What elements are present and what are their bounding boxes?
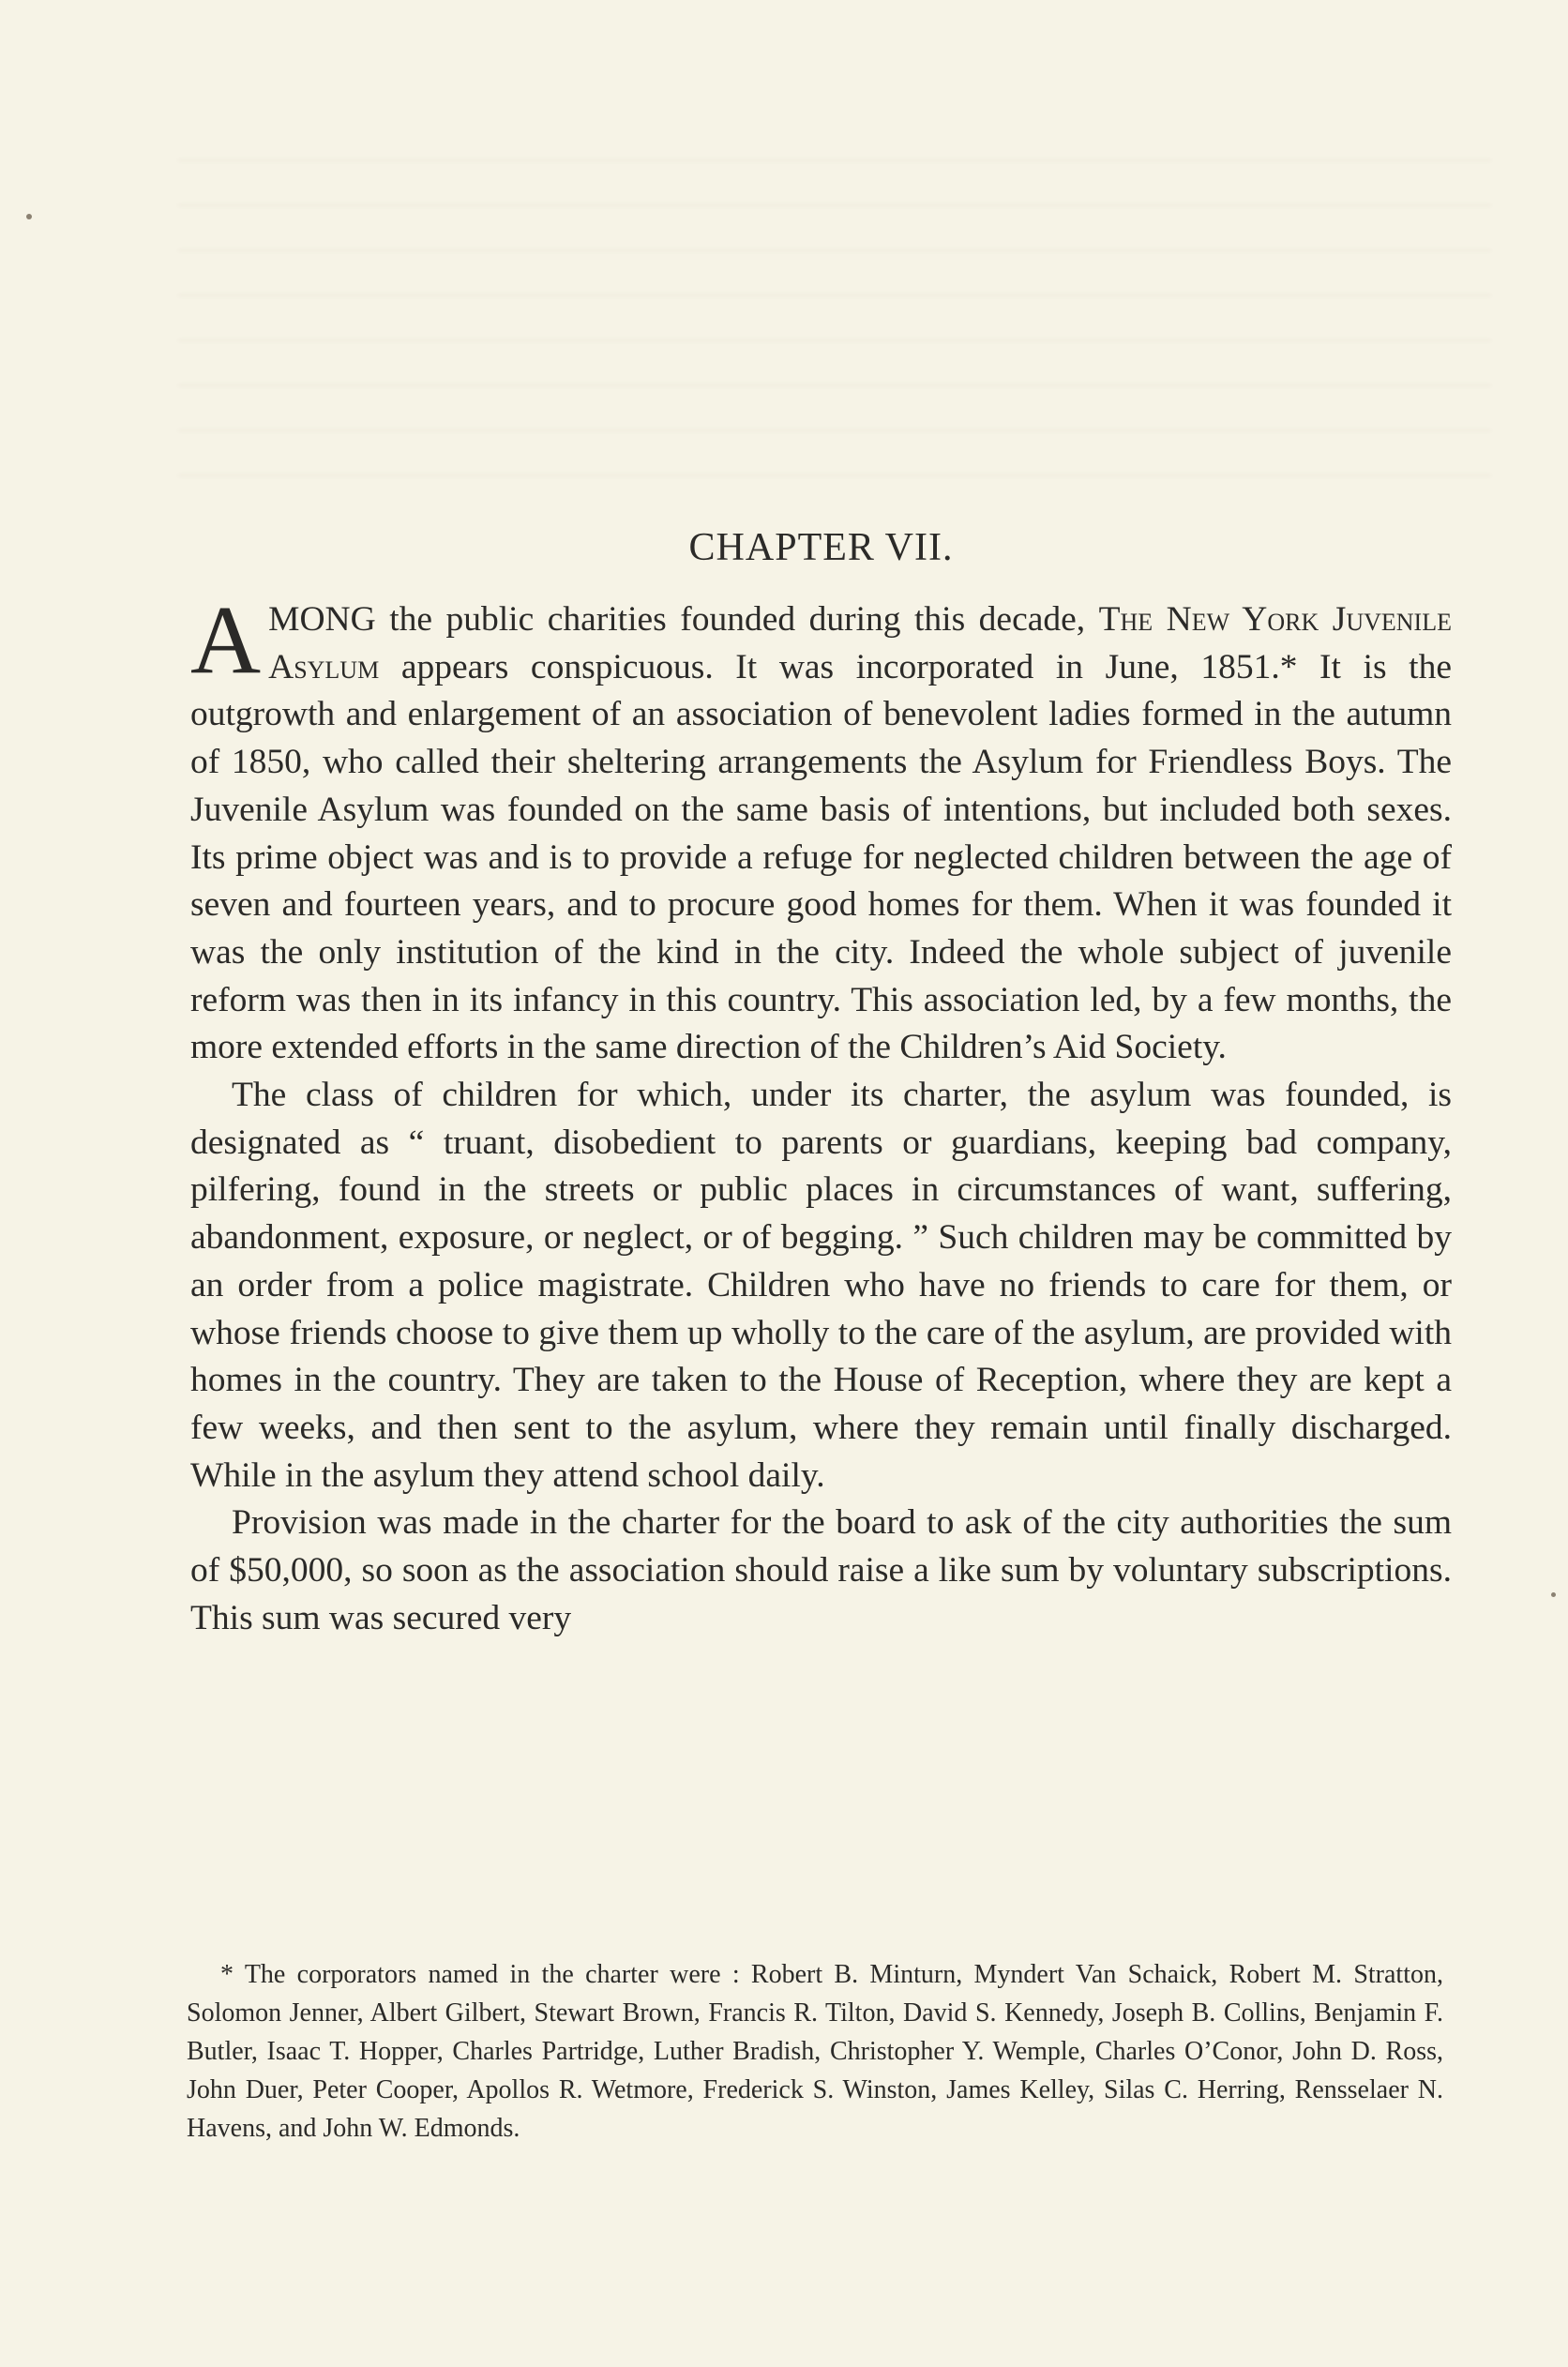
drop-cap: A (190, 586, 262, 694)
paragraph-1-text-b: appears conspicuous. It was incorporated in June, 1851.* It is the outgrowth and enlargement of an association of benevolent ladies formed in the autumn of 1850, who called their sheltering arrangements the Asylum for Friendless Boys. The Juvenile Asylum was founded on the same basis of intentions, but included both sexes. Its prime object was and is to provide a refuge for neglected children between the age of seven and fourteen years, and to procure good homes for them. When it was founded it was the only institution of the kind in the city. Indeed the whole subject of juvenile reform was then in its infancy in this country. This association led, by a few months, the more extended efforts in the same direction of the Children’s Aid Society. (190, 647, 1452, 1067)
paper-speck (1551, 1592, 1556, 1597)
asylum-name: The New York Juvenile Asylum (268, 600, 1452, 686)
paper-speck (26, 214, 32, 219)
paragraph-2: The class of children for which, under its charter, the asylum was founded, is designated as “ truant, disobedient to parents or guardians, keeping bad company, pilfering, found in the streets or public places in circumstances of want, suffering, abandonment, exposure, or neglect, or of begging. ” Such children may be committed by an order from a police magistrate. Children who have no friends to care for them, or whose friends choose to give them up wholly to the care of the asylum, are provided with homes in the country. They are taken to the House of Reception, where they are kept a few weeks, and then sent to the asylum, where they remain until finally discharged. While in the asylum they attend school daily. (190, 1076, 1452, 1495)
paragraph-1-text-a: the public charities founded during this decade, (375, 600, 1099, 639)
chapter-title: CHAPTER VII. (688, 526, 954, 569)
lead-caps: MONG (268, 600, 376, 639)
show-through-bleed (178, 159, 1491, 497)
footnote: * The corporators named in the charter were : Robert B. Minturn, Myndert Van Schaick, Robert M. Stratton, Solomon Jenner, Albert Gilbert, Stewart Brown, Francis R. Tilton, David S. Kennedy, Joseph B. Collins, Benjamin F. Butler, Isaac T. Hopper, Charles Partridge, Luther Bradish, Christopher Y. Wemple, Charles O’Conor, John D. Ross, John Duer, Peter Cooper, Apollos R. Wetmore, Frederick S. Winston, James Kelley, Silas C. Herring, Rensselaer N. Havens, and John W. Edmonds. (187, 1960, 1443, 2143)
paragraph-1 (190, 586, 1452, 1072)
paragraph-3: Provision was made in the charter for the board to ask of the city authorities the sum of $50,000, so soon as the association should raise a like sum by voluntary subscriptions. This sum was secured very (190, 1503, 1452, 1637)
book-page-body (190, 525, 1452, 1642)
